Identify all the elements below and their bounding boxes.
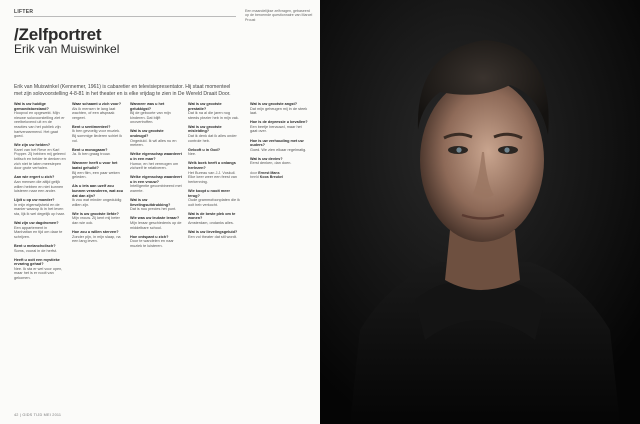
header-rule <box>14 16 236 17</box>
credit-photo <box>250 175 308 180</box>
qa-item <box>14 221 66 239</box>
credits <box>250 171 308 180</box>
qa-item <box>130 216 182 230</box>
question: Wie zijn uw helden? <box>14 143 51 148</box>
qa-item <box>130 152 182 170</box>
answer: Intelligentie gecombineerd met warmte. <box>130 184 182 193</box>
answer: Aan mensen die altijd gelijk willen hebben en niet kunnen luisteren naar een ander. <box>14 179 64 194</box>
qa-item <box>130 235 182 249</box>
question: Hoe is de depressie u bevallen? <box>250 120 308 125</box>
answer: Hoopvol en opgewekt. Mijn nieuwe solovoorstelling ziet er veelbelovend uit en de reacties van het publiek zijn hartverwarmend. Het gaat goed. <box>14 111 65 139</box>
question: Gelooft u in God? <box>188 147 221 152</box>
credit-photographer: Koos Breukel <box>259 175 283 180</box>
qa-item <box>188 189 240 207</box>
question: Heeft u ooit een mystieke ervaring gehad? <box>14 257 60 267</box>
qa-item <box>188 161 240 184</box>
series-note: Een maandelijkse zelfvragen, gebaseerd op de beroemde questionnaire van Marcel Proust <box>245 9 313 22</box>
question: Wie is uw grootste liefde? <box>72 211 119 216</box>
question: Wat zijn uw dagdromen? <box>14 221 59 226</box>
qa-item <box>130 129 182 147</box>
answer: In mijn eigenwijsheid en de manier waarop ik in het leven sta, lijk ik wel degelijk op haar. <box>14 202 65 216</box>
right-page <box>320 0 640 424</box>
answer: Amsterdam, ondanks alles. <box>188 220 234 225</box>
answer: Een appartement in Manhattan en tijd om daar te schrijven. <box>14 225 63 239</box>
qa-item <box>14 102 66 139</box>
qa-column-5 <box>250 102 308 180</box>
qa-item <box>72 184 124 207</box>
question: Wat is uw grootste ondeugd? <box>130 129 164 139</box>
qa-item <box>14 258 66 281</box>
qa-item <box>130 198 182 212</box>
portrait-photo <box>320 0 640 424</box>
question: Wat is uw grootste misleiding? <box>188 124 222 134</box>
qa-column-1 <box>14 102 66 285</box>
question: Wanneer was u het gelukkigst? <box>130 102 165 111</box>
answer: Goed. We zien elkaar regelmatig. <box>250 147 307 152</box>
qa-item <box>188 148 240 157</box>
answer: Zonder pijn, in mijn slaap, na een lang leven. <box>72 234 121 244</box>
question: Wat is uw huidige gemoedstoestand? <box>14 102 49 111</box>
qa-item <box>14 198 66 216</box>
qa-item <box>72 161 124 179</box>
article-title: /Zelfportret <box>14 25 102 44</box>
question: Welk boek heeft u onlangs herlezen? <box>188 161 236 171</box>
question: Hoe ontspant u zich? <box>130 234 169 239</box>
qa-item <box>14 244 66 253</box>
answer: Bij de geboorte van mijn kinderen. Dat blijft onovertroffen. <box>130 111 171 125</box>
qa-column-3 <box>130 102 182 253</box>
question: Wat is uw grootste angst? <box>250 102 298 106</box>
answer: Dat is nou precies het punt. <box>130 207 177 212</box>
answer: Als ik mensen te lang laat wachten, of een afspraak vergeet. <box>72 106 116 120</box>
answer: Ongeduld. Ik wil alles nu en meteen. <box>130 138 177 148</box>
answer: Humor, en het vermogen om zichzelf te relativeren. <box>130 161 179 171</box>
qa-column-4 <box>188 102 240 244</box>
answer: Ja. Ik ben graag trouw. <box>72 152 111 157</box>
page-footer: 42 | GIDS TIJD MEI 2011 <box>14 413 62 417</box>
article-subtitle: Erik van Muiswinkel <box>14 42 120 56</box>
question: Bent u sentimenteel? <box>72 124 111 129</box>
question: Wat is uw devies? <box>250 156 283 161</box>
answer: Nee. <box>188 152 197 157</box>
qa-item <box>250 120 308 134</box>
question: Wat is uw lievelingsuitdrukking? <box>130 198 171 207</box>
question: Wat is de beste plek om te wonen? <box>188 211 236 221</box>
answer: Dat ik na al die jaren nog steeds plezier heb in mijn vak. <box>188 111 239 120</box>
qa-item <box>72 148 124 157</box>
question: Welke eigenschap waardeert u in een vrouw? <box>130 175 182 184</box>
question: Wat is uw lievelingsgeluid? <box>188 230 238 235</box>
answer: Dat ik denk dat ik alles onder controle heb. <box>188 134 237 143</box>
answer: Soms, vooral in de herfst. <box>14 248 58 253</box>
qa-item <box>188 230 240 239</box>
qa-item <box>188 212 240 226</box>
qa-item <box>130 175 182 193</box>
answer: Het Bureau van J.J. Voskuil. Elke keer weer een feest van herkenning. <box>188 170 237 184</box>
answer: Mijn vrouw. Zij kent mij beter dan wie ook. <box>72 216 120 225</box>
qa-item <box>14 175 66 193</box>
qa-item <box>72 230 124 244</box>
answer: Mijn leraar geschiedenis op de middelbare school. <box>130 220 182 230</box>
credit-label: door <box>250 170 258 175</box>
qa-item <box>130 102 182 125</box>
qa-column-2 <box>72 102 124 248</box>
question: Welke eigenschap waardeert u in een man? <box>130 152 182 161</box>
answer: Dat mijn geheugen mij in de steek laat. <box>250 106 308 116</box>
qa-item <box>14 143 66 171</box>
qa-item <box>188 102 240 120</box>
answer: Een beetje benauwd, maar het gaat over. <box>250 124 302 134</box>
qa-item <box>72 212 124 226</box>
credit-interviewer: Ernest Mans <box>258 170 280 175</box>
qa-item <box>72 125 124 143</box>
question: Wanneer heeft u voor het laatst gehuild? <box>72 161 118 171</box>
question: Waar schaamt u zich voor? <box>72 102 122 106</box>
question: Wat is uw grootste prestatie? <box>188 102 222 111</box>
qa-item <box>250 139 308 153</box>
answer: Een vol theater dat stil wordt. <box>188 234 237 239</box>
answer: Ik zou wat minder ongeduldig willen zijn. <box>72 198 122 207</box>
answer: Bij een film, een paar weken geleden. <box>72 170 120 180</box>
question: Aan wie ergert u zich? <box>14 175 55 180</box>
question: Als u iets aan uzelf zou kunnen veranderen, wat zou dat dan zijn? <box>72 184 124 198</box>
qa-item <box>188 125 240 143</box>
question: Hoe zou u willen sterven? <box>72 230 119 235</box>
right-iris <box>504 147 509 152</box>
answer: Nee. Ik sta er wel voor open, maar het is er nooit van gekomen. <box>14 266 63 280</box>
answer: Eerst denken, dan doen. <box>250 161 292 166</box>
question: Hoe is uw verhouding met uw ouders? <box>250 138 304 148</box>
answer: Karel van het Reve en Karl Popper. Zij hebben mij geleerd kritisch en helder te denken en zich niet te laten meeslepen door grote verhalen. <box>14 147 66 171</box>
question: Lijdt u op uw moeder? <box>14 198 55 203</box>
qa-item <box>72 102 124 120</box>
section-label: LIFTER <box>14 9 34 15</box>
qa-item <box>250 157 308 166</box>
answer: Door te wandelen en naar muziek te luisteren. <box>130 239 174 248</box>
article-intro: Erik van Muiswinkel (Kennemer, 1961) is cabaretier en televisiepresentator. Hij staat momenteel met zijn solovoorstelling 4-8-81 in het theater en is elke vrijdag te zien in De Wereld Draait Door. <box>14 84 231 97</box>
answer: Ik ben gevoelig voor muziek. Bij sommige liederen schiet ik vol. <box>72 129 123 143</box>
qa-item <box>250 102 308 116</box>
question: Bent u melancholisch? <box>14 243 56 248</box>
left-iris <box>456 147 461 152</box>
question: Bent u monogaam? <box>72 147 108 152</box>
credit-label: beeld <box>250 175 259 180</box>
question: Wie was uw leukste leraar? <box>130 216 180 221</box>
question: Wie koopt u nooit meer terug? <box>188 188 230 198</box>
answer: Oude grammofoonplaten die ik ooit heb verkocht. <box>188 198 240 207</box>
